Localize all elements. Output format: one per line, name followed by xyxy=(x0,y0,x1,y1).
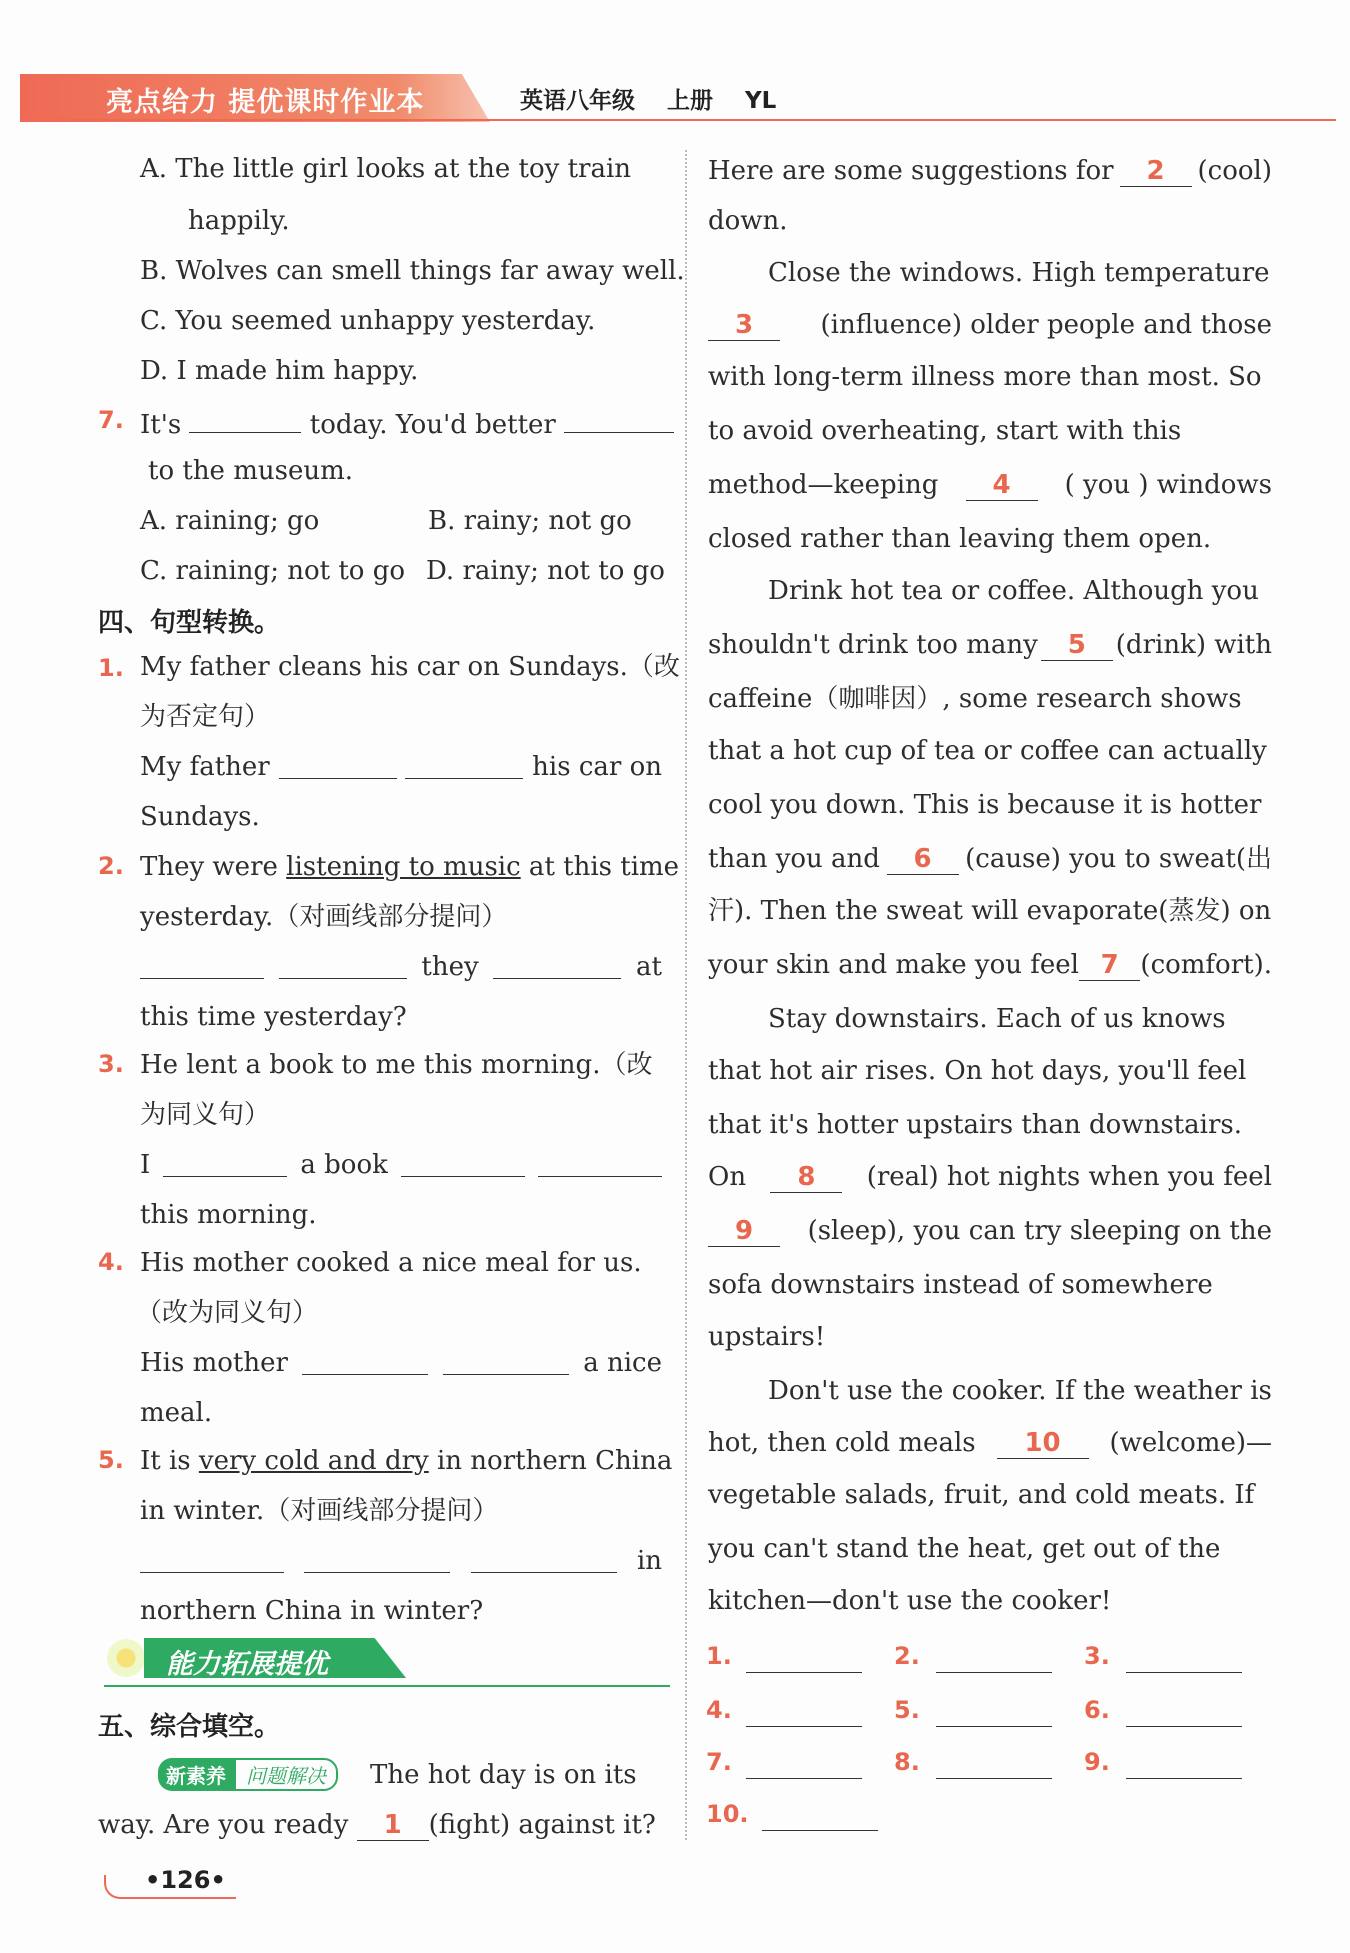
s1-line4: Sundays. xyxy=(140,802,260,832)
q7-option-a: A. raining; go xyxy=(140,506,320,536)
s5-line1: It is very cold and dry in northern China xyxy=(140,1446,673,1476)
s3-line4: this morning. xyxy=(140,1200,317,1230)
r-line-10: shouldn't drink too many 5 (drink) with xyxy=(708,630,1272,660)
s3-blank-2[interactable] xyxy=(401,1150,525,1177)
answer-label-9: 9. xyxy=(1084,1748,1110,1776)
q7-line2: to the museum. xyxy=(148,456,354,486)
q6-option-c: C. You seemed unhappy yesterday. xyxy=(140,306,596,336)
s4-line4: meal. xyxy=(140,1398,213,1428)
answer-label-5: 5. xyxy=(894,1696,920,1724)
r-line-5: with long-term illness more than most. So xyxy=(708,362,1262,392)
s1-blank-1[interactable] xyxy=(279,752,397,779)
ability-band xyxy=(104,1636,406,1680)
r-line-7: method—keeping 4 ( you ) windows xyxy=(708,470,1272,500)
header-brand: 亮点给力 提优课时作业本 xyxy=(106,87,425,118)
r-line-17: Stay downstairs. Each of us knows xyxy=(768,1004,1226,1034)
s1-line3: My father his car on xyxy=(140,752,662,782)
r-line-2: down. xyxy=(708,206,788,236)
answer-label-8: 8. xyxy=(894,1748,920,1776)
answer-blank-1[interactable] xyxy=(746,1646,862,1673)
q6-option-a-cont: happily. xyxy=(188,206,290,236)
answer-label-2: 2. xyxy=(894,1642,920,1670)
r-line-28: kitchen—don't use the cooker! xyxy=(708,1586,1112,1616)
s4-blank-1[interactable] xyxy=(302,1348,428,1375)
s2-line3: they at xyxy=(140,952,662,982)
passage-blank-6[interactable]: 6 xyxy=(887,844,959,875)
passage-line-1: The hot day is on its xyxy=(370,1760,637,1790)
r-line-24: Don't use the cooker. If the weather is xyxy=(768,1376,1272,1406)
s3-line2: 为同义句） xyxy=(140,1100,271,1130)
header-volume: 上册 xyxy=(667,88,714,114)
r-line-11: caffeine（咖啡因）, some research shows xyxy=(708,684,1242,714)
passage-blank-3[interactable]: 3 xyxy=(708,310,780,341)
q7-number: 7. xyxy=(98,406,124,434)
s1-line1: My father cleans his car on Sundays.（改 xyxy=(140,652,680,682)
q7-option-d: D. rainy; not to go xyxy=(426,556,665,586)
answer-label-4: 4. xyxy=(706,1696,732,1724)
header-subject-line xyxy=(520,82,800,115)
answer-blank-6[interactable] xyxy=(1126,1700,1242,1727)
r-line-20: On 8 (real) hot nights when you feel xyxy=(708,1162,1272,1192)
q7-option-b: B. rainy; not go xyxy=(428,506,632,536)
r-line-8: closed rather than leaving them open. xyxy=(708,524,1212,554)
r-line-1: Here are some suggestions for 2 (cool) xyxy=(708,156,1272,186)
r-line-9: Drink hot tea or coffee. Although you xyxy=(768,576,1259,606)
s2-line1: They were listening to music at this time xyxy=(140,852,680,882)
answer-label-1: 1. xyxy=(706,1642,732,1670)
r-line-13: cool you down. This is because it is hotter xyxy=(708,790,1262,820)
passage-blank-10[interactable]: 10 xyxy=(997,1428,1089,1459)
r-line-22: sofa downstairs instead of somewhere xyxy=(708,1270,1213,1300)
r-line-16: your skin and make you feel 7 (comfort). xyxy=(708,950,1272,980)
q7-option-c: C. raining; not to go xyxy=(140,556,405,586)
answer-blank-4[interactable] xyxy=(746,1700,862,1727)
literacy-tag-label: 新素养 xyxy=(158,1758,234,1791)
answer-blank-9[interactable] xyxy=(1126,1752,1242,1779)
r-line-15: 汗). Then the sweat will evaporate(蒸发) on xyxy=(708,896,1272,926)
r-line-25: hot, then cold meals 10 (welcome)— xyxy=(708,1428,1272,1458)
answer-label-7: 7. xyxy=(706,1748,732,1776)
r-line-12: that a hot cup of tea or coffee can actually xyxy=(708,736,1267,766)
s2-blank-2[interactable] xyxy=(279,952,407,979)
s1-number: 1. xyxy=(98,654,124,682)
s3-line1: He lent a book to me this morning.（改 xyxy=(140,1050,653,1080)
passage-blank-7[interactable]: 7 xyxy=(1079,950,1140,981)
s4-line3: His mother a nice xyxy=(140,1348,662,1378)
answer-blank-3[interactable] xyxy=(1126,1646,1242,1673)
s1-blank-2[interactable] xyxy=(405,752,523,779)
r-line-26: vegetable salads, fruit, and cold meats. If xyxy=(708,1480,1255,1510)
header-rule xyxy=(20,119,1336,121)
answer-blank-10[interactable] xyxy=(762,1804,878,1831)
r-line-27: you can't stand the heat, get out of the xyxy=(708,1534,1221,1564)
s2-blank-1[interactable] xyxy=(140,952,264,979)
s5-number: 5. xyxy=(98,1446,124,1474)
section-5-heading: 五、综合填空。 xyxy=(98,1712,281,1742)
answer-label-10: 10. xyxy=(706,1800,749,1828)
literacy-tag xyxy=(158,1758,338,1790)
q6-option-d: D. I made him happy. xyxy=(140,356,419,386)
q7-blank-1[interactable] xyxy=(189,406,301,433)
s5-line4: northern China in winter? xyxy=(140,1596,484,1626)
passage-blank-1[interactable]: 1 xyxy=(357,1810,429,1841)
passage-blank-5[interactable]: 5 xyxy=(1041,630,1113,661)
q7-blank-2[interactable] xyxy=(564,406,674,433)
s2-blank-3[interactable] xyxy=(493,952,621,979)
answer-blank-7[interactable] xyxy=(746,1752,862,1779)
lightbulb-icon xyxy=(104,1636,148,1680)
r-line-19: that it's hotter upstairs than downstairs. xyxy=(708,1110,1242,1140)
s3-blank-1[interactable] xyxy=(163,1150,287,1177)
s3-blank-3[interactable] xyxy=(538,1150,662,1177)
r-line-14: than you and 6 (cause) you to sweat(出 xyxy=(708,844,1272,874)
s4-line1: His mother cooked a nice meal for us. xyxy=(140,1248,642,1278)
page-number: •126• xyxy=(145,1866,226,1894)
literacy-tag-topic: 问题解决 xyxy=(234,1758,338,1791)
q6-option-b: B. Wolves can smell things far away well. xyxy=(140,256,685,286)
answer-blank-5[interactable] xyxy=(936,1700,1052,1727)
passage-blank-2[interactable]: 2 xyxy=(1120,156,1192,187)
r-line-23: upstairs! xyxy=(708,1322,826,1352)
answer-label-3: 3. xyxy=(1084,1642,1110,1670)
column-divider xyxy=(685,150,687,1840)
r-line-21: 9 (sleep), you can try sleeping on the xyxy=(708,1216,1272,1247)
r-line-6: to avoid overheating, start with this xyxy=(708,416,1182,446)
header-edition: YL xyxy=(745,88,777,114)
s2-line4: this time yesterday? xyxy=(140,1002,407,1032)
s3-number: 3. xyxy=(98,1050,124,1078)
s5-line3: in xyxy=(140,1546,662,1576)
s5-blank-2[interactable] xyxy=(304,1546,450,1573)
answer-blank-8[interactable] xyxy=(936,1752,1052,1779)
ability-band-title: 能力拓展提优 xyxy=(166,1649,328,1680)
s5-line2: in winter.（对画线部分提问） xyxy=(140,1496,499,1526)
s1-line2: 为否定句） xyxy=(140,702,271,732)
passage-line-2: way. Are you ready 1 (fight) against it? xyxy=(98,1810,656,1840)
passage-blank-9[interactable]: 9 xyxy=(708,1216,780,1247)
s2-line2: yesterday.（对画线部分提问） xyxy=(140,902,508,932)
header-subject: 英语八年级 xyxy=(520,88,635,114)
s4-blank-2[interactable] xyxy=(443,1348,569,1375)
answer-blank-2[interactable] xyxy=(936,1646,1052,1673)
passage-blank-8[interactable]: 8 xyxy=(770,1162,842,1193)
r-line-3: Close the windows. High temperature xyxy=(768,258,1270,288)
passage-blank-4[interactable]: 4 xyxy=(966,470,1038,501)
q7-line1: It's today. You'd better xyxy=(140,406,674,440)
ability-band-rule xyxy=(104,1685,670,1687)
q6-option-a: A. The little girl looks at the toy train xyxy=(140,154,632,184)
s4-number: 4. xyxy=(98,1248,124,1276)
r-line-4: 3 (influence) older people and those xyxy=(708,310,1272,341)
s2-number: 2. xyxy=(98,852,124,880)
s5-blank-1[interactable] xyxy=(140,1546,284,1573)
s5-blank-3[interactable] xyxy=(471,1546,617,1573)
r-line-18: that hot air rises. On hot days, you'll feel xyxy=(708,1056,1247,1086)
s4-line2: （改为同义句） xyxy=(136,1298,319,1328)
s3-line3: I a book xyxy=(140,1150,662,1180)
answer-label-6: 6. xyxy=(1084,1696,1110,1724)
section-4-heading: 四、句型转换。 xyxy=(98,608,281,638)
